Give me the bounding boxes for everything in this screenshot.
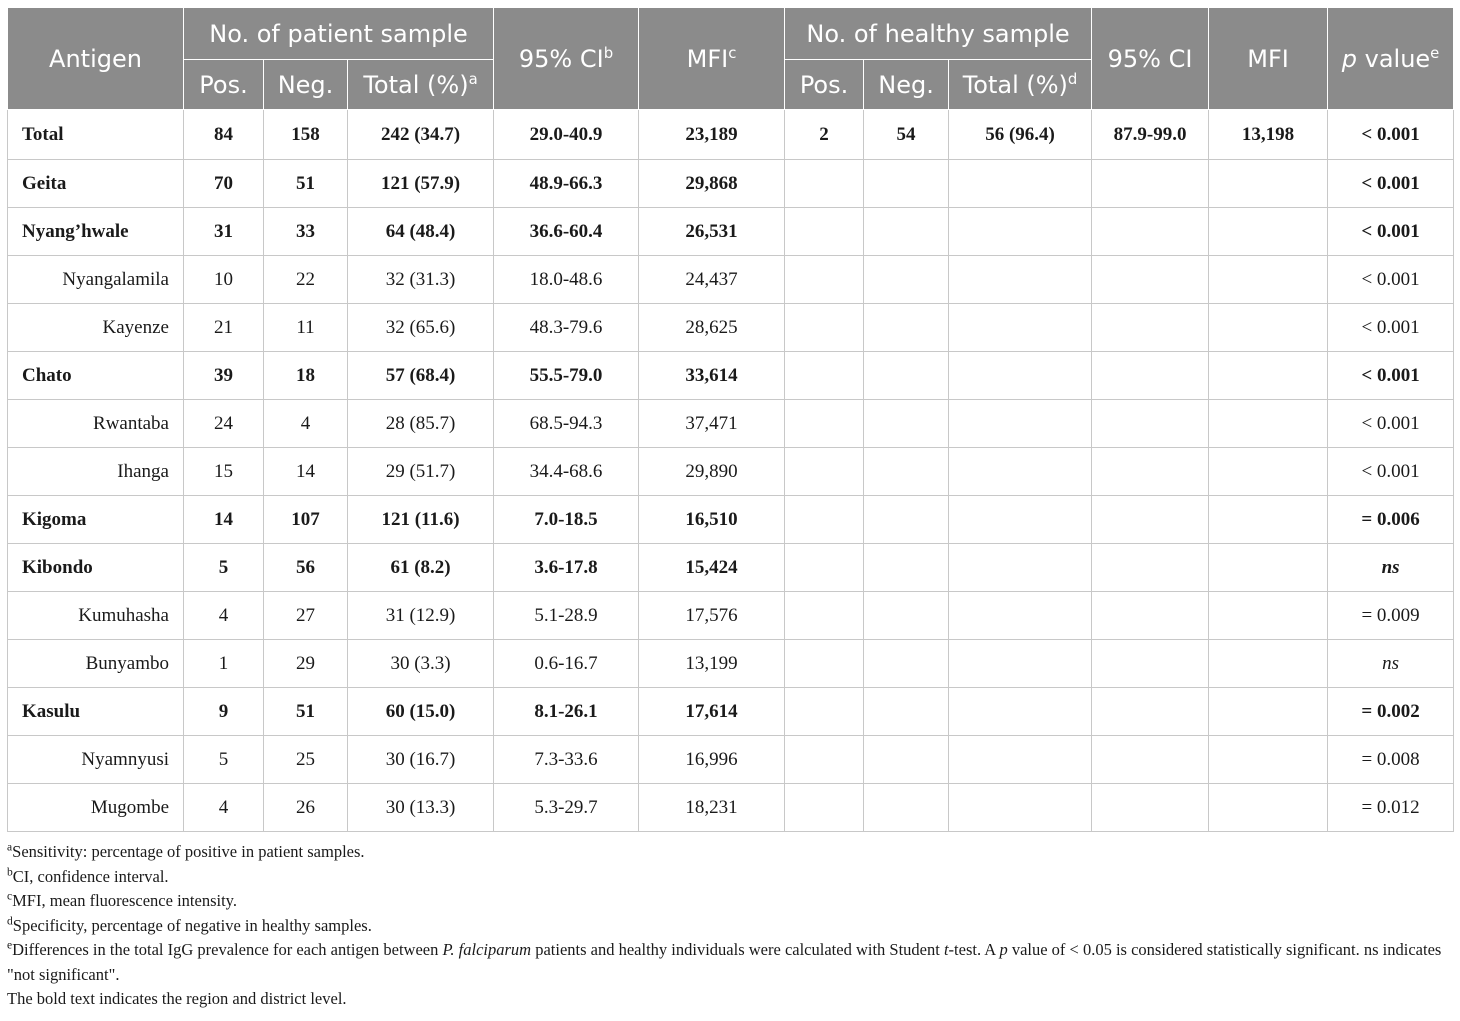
row-name: Total <box>8 110 184 160</box>
cell-healthy-mfi <box>1209 304 1328 352</box>
row-name: Nyamnyusi <box>8 736 184 784</box>
table-row <box>8 208 1454 256</box>
cell-total: 30 (3.3) <box>348 640 494 688</box>
cell-p-value: ns <box>1328 640 1454 688</box>
cell-neg: 25 <box>264 736 348 784</box>
cell-pos: 10 <box>184 256 264 304</box>
cell-healthy-neg <box>864 688 949 736</box>
cell-pos: 15 <box>184 448 264 496</box>
row-name: Nyangalamila <box>8 256 184 304</box>
cell-healthy-total <box>949 400 1092 448</box>
cell-ci: 48.3-79.6 <box>494 304 639 352</box>
cell-healthy-ci <box>1092 208 1209 256</box>
cell-healthy-mfi <box>1209 592 1328 640</box>
cell-ci: 48.9-66.3 <box>494 160 639 208</box>
cell-healthy-mfi <box>1209 688 1328 736</box>
cell-ci: 36.6-60.4 <box>494 208 639 256</box>
cell-healthy-pos <box>785 496 864 544</box>
cell-neg: 27 <box>264 592 348 640</box>
table-row <box>8 352 1454 400</box>
cell-ci: 7.0-18.5 <box>494 496 639 544</box>
cell-healthy-neg <box>864 400 949 448</box>
cell-healthy-neg <box>864 448 949 496</box>
cell-neg: 107 <box>264 496 348 544</box>
cell-healthy-ci: 87.9-99.0 <box>1092 110 1209 160</box>
cell-p-value: = 0.012 <box>1328 784 1454 832</box>
table-row <box>8 640 1454 688</box>
cell-neg: 51 <box>264 160 348 208</box>
cell-mfi: 17,576 <box>639 592 785 640</box>
table-row <box>8 448 1454 496</box>
cell-mfi: 23,189 <box>639 110 785 160</box>
cell-total: 60 (15.0) <box>348 688 494 736</box>
cell-p-value: < 0.001 <box>1328 400 1454 448</box>
cell-mfi: 28,625 <box>639 304 785 352</box>
cell-total: 61 (8.2) <box>348 544 494 592</box>
table-row <box>8 688 1454 736</box>
header-mfi-patient: MFI$^c$ <box>639 8 785 110</box>
cell-healthy-neg <box>864 592 949 640</box>
cell-neg: 22 <box>264 256 348 304</box>
cell-healthy-ci <box>1092 688 1209 736</box>
table-row <box>8 256 1454 304</box>
cell-healthy-mfi <box>1209 736 1328 784</box>
cell-p-value: < 0.001 <box>1328 208 1454 256</box>
row-name: Geita <box>8 160 184 208</box>
header-patient-neg: Neg. <box>264 60 348 110</box>
cell-healthy-ci <box>1092 256 1209 304</box>
cell-pos: 4 <box>184 784 264 832</box>
cell-pos: 21 <box>184 304 264 352</box>
cell-mfi: 24,437 <box>639 256 785 304</box>
cell-healthy-mfi <box>1209 208 1328 256</box>
table-row <box>8 304 1454 352</box>
cell-p-value: ns <box>1328 544 1454 592</box>
cell-healthy-mfi <box>1209 640 1328 688</box>
cell-healthy-total <box>949 496 1092 544</box>
cell-healthy-mfi <box>1209 352 1328 400</box>
cell-healthy-mfi <box>1209 400 1328 448</box>
cell-healthy-neg <box>864 640 949 688</box>
cell-healthy-neg <box>864 352 949 400</box>
cell-healthy-neg <box>864 544 949 592</box>
cell-healthy-total <box>949 304 1092 352</box>
header-patient-pos: Pos. <box>184 60 264 110</box>
table-footnotes <box>7 840 1453 1012</box>
footnote-bold-note: The bold text indicates the region and district level. <box>7 989 347 1008</box>
cell-total: 31 (12.9) <box>348 592 494 640</box>
cell-ci: 68.5-94.3 <box>494 400 639 448</box>
row-name: Kumuhasha <box>8 592 184 640</box>
header-patient-total: Total (%)$^a$ <box>348 60 494 110</box>
cell-pos: 70 <box>184 160 264 208</box>
table-row <box>8 544 1454 592</box>
cell-p-value: = 0.008 <box>1328 736 1454 784</box>
cell-mfi: 15,424 <box>639 544 785 592</box>
cell-pos: 9 <box>184 688 264 736</box>
cell-healthy-neg <box>864 208 949 256</box>
table-row <box>8 160 1454 208</box>
cell-mfi: 33,614 <box>639 352 785 400</box>
cell-ci: 29.0-40.9 <box>494 110 639 160</box>
cell-ci: 5.3-29.7 <box>494 784 639 832</box>
cell-healthy-ci <box>1092 496 1209 544</box>
cell-healthy-total <box>949 352 1092 400</box>
table-row <box>8 736 1454 784</box>
cell-total: 28 (85.7) <box>348 400 494 448</box>
table-row <box>8 496 1454 544</box>
cell-pos: 5 <box>184 736 264 784</box>
cell-healthy-pos <box>785 784 864 832</box>
antigen-prevalence-table <box>7 7 1454 832</box>
cell-healthy-ci <box>1092 448 1209 496</box>
cell-neg: 33 <box>264 208 348 256</box>
cell-p-value: = 0.002 <box>1328 688 1454 736</box>
cell-healthy-pos: 2 <box>785 110 864 160</box>
row-name: Kayenze <box>8 304 184 352</box>
cell-healthy-ci <box>1092 640 1209 688</box>
cell-healthy-pos <box>785 640 864 688</box>
cell-healthy-ci <box>1092 160 1209 208</box>
row-name: Kibondo <box>8 544 184 592</box>
cell-healthy-mfi: 13,198 <box>1209 110 1328 160</box>
cell-p-value: < 0.001 <box>1328 110 1454 160</box>
cell-healthy-pos <box>785 208 864 256</box>
header-patient-group: No. of patient sample <box>184 8 494 60</box>
cell-healthy-total: 56 (96.4) <box>949 110 1092 160</box>
cell-healthy-pos <box>785 736 864 784</box>
cell-pos: 1 <box>184 640 264 688</box>
cell-healthy-total <box>949 448 1092 496</box>
cell-pos: 24 <box>184 400 264 448</box>
cell-healthy-pos <box>785 160 864 208</box>
cell-p-value: < 0.001 <box>1328 448 1454 496</box>
cell-healthy-pos <box>785 448 864 496</box>
cell-neg: 158 <box>264 110 348 160</box>
header-healthy-neg: Neg. <box>864 60 949 110</box>
row-name: Rwantaba <box>8 400 184 448</box>
cell-healthy-pos <box>785 544 864 592</box>
cell-healthy-ci <box>1092 400 1209 448</box>
cell-neg: 26 <box>264 784 348 832</box>
cell-mfi: 16,510 <box>639 496 785 544</box>
cell-p-value: = 0.006 <box>1328 496 1454 544</box>
row-name: Bunyambo <box>8 640 184 688</box>
cell-neg: 14 <box>264 448 348 496</box>
cell-pos: 5 <box>184 544 264 592</box>
cell-healthy-mfi <box>1209 256 1328 304</box>
cell-healthy-pos <box>785 400 864 448</box>
cell-healthy-total <box>949 208 1092 256</box>
row-name: Kigoma <box>8 496 184 544</box>
cell-total: 30 (13.3) <box>348 784 494 832</box>
row-name: Chato <box>8 352 184 400</box>
cell-healthy-ci <box>1092 352 1209 400</box>
row-name: Mugombe <box>8 784 184 832</box>
table-row <box>8 784 1454 832</box>
cell-neg: 4 <box>264 400 348 448</box>
header-healthy-group: No. of healthy sample <box>785 8 1092 60</box>
cell-mfi: 26,531 <box>639 208 785 256</box>
cell-p-value: < 0.001 <box>1328 304 1454 352</box>
cell-p-value: = 0.009 <box>1328 592 1454 640</box>
cell-healthy-ci <box>1092 592 1209 640</box>
cell-mfi: 29,890 <box>639 448 785 496</box>
row-name: Ihanga <box>8 448 184 496</box>
cell-mfi: 13,199 <box>639 640 785 688</box>
cell-healthy-pos <box>785 304 864 352</box>
cell-p-value: < 0.001 <box>1328 352 1454 400</box>
cell-total: 32 (65.6) <box>348 304 494 352</box>
row-name: Nyang’hwale <box>8 208 184 256</box>
cell-total: 57 (68.4) <box>348 352 494 400</box>
cell-ci: 3.6-17.8 <box>494 544 639 592</box>
cell-healthy-ci <box>1092 544 1209 592</box>
cell-healthy-neg <box>864 784 949 832</box>
cell-pos: 14 <box>184 496 264 544</box>
cell-mfi: 18,231 <box>639 784 785 832</box>
cell-healthy-total <box>949 688 1092 736</box>
footnote-a: $^a$Sensitivity: percentage of positive in patient samples. <box>7 841 365 861</box>
cell-healthy-total <box>949 160 1092 208</box>
cell-pos: 4 <box>184 592 264 640</box>
footnote-b: $^b$CI, confidence interval. <box>7 866 169 886</box>
table-row <box>8 592 1454 640</box>
cell-mfi: 16,996 <box>639 736 785 784</box>
cell-healthy-pos <box>785 592 864 640</box>
cell-total: 121 (57.9) <box>348 160 494 208</box>
cell-healthy-total <box>949 256 1092 304</box>
header-ci-patient: 95% $CI^b$ <box>494 8 639 110</box>
cell-neg: 56 <box>264 544 348 592</box>
cell-healthy-mfi <box>1209 544 1328 592</box>
table-row <box>8 400 1454 448</box>
cell-healthy-ci <box>1092 784 1209 832</box>
cell-ci: 34.4-68.6 <box>494 448 639 496</box>
cell-mfi: 17,614 <box>639 688 785 736</box>
cell-healthy-neg <box>864 160 949 208</box>
cell-healthy-mfi <box>1209 784 1328 832</box>
cell-p-value: < 0.001 <box>1328 160 1454 208</box>
header-antigen: Antigen <box>8 8 184 110</box>
header-ci-healthy: 95% CI <box>1092 8 1209 110</box>
cell-total: 30 (16.7) <box>348 736 494 784</box>
cell-mfi: 37,471 <box>639 400 785 448</box>
cell-total: 29 (51.7) <box>348 448 494 496</box>
table-container <box>7 7 1453 1012</box>
footnote-d: $^d$Specificity, percentage of negative in healthy samples. <box>7 915 372 935</box>
cell-mfi: 29,868 <box>639 160 785 208</box>
header-healthy-pos: Pos. <box>785 60 864 110</box>
footnote-e: $^e$Differences in the total IgG prevalence for each antigen between P. falciparum patients and healthy individuals were calculated with Student t-test. A p value of < 0.05 is considered statistically significant. ns indicates "not significant". <box>7 939 1442 984</box>
cell-ci: 0.6-16.7 <box>494 640 639 688</box>
cell-healthy-total <box>949 784 1092 832</box>
cell-healthy-neg <box>864 304 949 352</box>
cell-healthy-pos <box>785 256 864 304</box>
cell-ci: 8.1-26.1 <box>494 688 639 736</box>
cell-total: 64 (48.4) <box>348 208 494 256</box>
cell-ci: 55.5-79.0 <box>494 352 639 400</box>
cell-healthy-total <box>949 640 1092 688</box>
cell-healthy-mfi <box>1209 160 1328 208</box>
cell-neg: 18 <box>264 352 348 400</box>
cell-ci: 7.3-33.6 <box>494 736 639 784</box>
cell-healthy-neg <box>864 736 949 784</box>
cell-healthy-total <box>949 544 1092 592</box>
cell-ci: 5.1-28.9 <box>494 592 639 640</box>
header-p-value: p value$^e$ <box>1328 8 1454 110</box>
cell-healthy-ci <box>1092 304 1209 352</box>
cell-pos: 84 <box>184 110 264 160</box>
cell-healthy-neg <box>864 256 949 304</box>
cell-healthy-ci <box>1092 736 1209 784</box>
cell-p-value: < 0.001 <box>1328 256 1454 304</box>
cell-total: 242 (34.7) <box>348 110 494 160</box>
table-row <box>8 110 1454 160</box>
row-name: Kasulu <box>8 688 184 736</box>
cell-pos: 31 <box>184 208 264 256</box>
cell-total: 121 (11.6) <box>348 496 494 544</box>
cell-neg: 11 <box>264 304 348 352</box>
cell-neg: 29 <box>264 640 348 688</box>
cell-healthy-neg <box>864 496 949 544</box>
cell-healthy-mfi <box>1209 448 1328 496</box>
cell-healthy-total <box>949 592 1092 640</box>
cell-ci: 18.0-48.6 <box>494 256 639 304</box>
cell-total: 32 (31.3) <box>348 256 494 304</box>
header-mfi-healthy: MFI <box>1209 8 1328 110</box>
cell-neg: 51 <box>264 688 348 736</box>
cell-healthy-neg: 54 <box>864 110 949 160</box>
cell-pos: 39 <box>184 352 264 400</box>
cell-healthy-pos <box>785 352 864 400</box>
cell-healthy-mfi <box>1209 496 1328 544</box>
footnote-c: $^c$MFI, mean fluorescence intensity. <box>7 890 237 910</box>
header-healthy-total: Total (%)$^d$ <box>949 60 1092 110</box>
cell-healthy-pos <box>785 688 864 736</box>
cell-healthy-total <box>949 736 1092 784</box>
